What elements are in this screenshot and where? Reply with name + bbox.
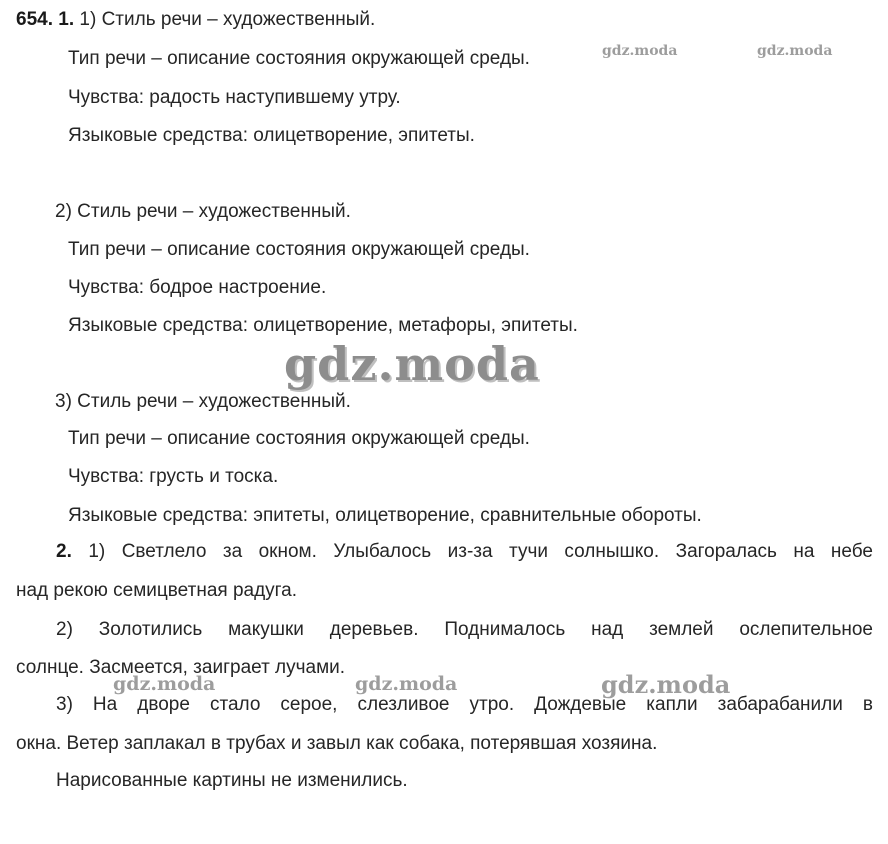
watermark-top-1: gdz.moda xyxy=(602,43,678,59)
part2-p2-line2: солнце. Засмеется, заиграет лучами. xyxy=(16,657,346,678)
item2-means: Языковые средства: олицетворение, метафоры, эпитеты. xyxy=(68,315,578,336)
part2-p2-line1: 2) Золотились макушки деревьев. Поднималось над землей ослепительное xyxy=(56,619,873,640)
watermark-bottom-1: gdz.moda xyxy=(113,673,216,695)
item2-type: Тип речи – описание состояния окружающей среды. xyxy=(68,239,530,260)
part2-p1-line1 xyxy=(16,540,873,564)
task-number: 654. xyxy=(16,9,53,30)
task-heading-line xyxy=(16,8,375,32)
item3-style: 3) Стиль речи – художественный. xyxy=(55,391,351,412)
watermark-top-2: gdz.moda xyxy=(757,43,833,59)
part2-conclusion: Нарисованные картины не изменились. xyxy=(56,770,408,791)
watermark-bottom-2: gdz.moda xyxy=(355,673,458,695)
part2-number: 2. xyxy=(56,541,72,562)
part1-number: 1. xyxy=(58,9,75,30)
item1-type: Тип речи – описание состояния окружающей среды. xyxy=(68,48,530,69)
item2-style: 2) Стиль речи – художественный. xyxy=(55,201,351,222)
part2-p1-line2: над рекою семицветная радуга. xyxy=(16,580,298,601)
item2-feelings: Чувства: бодрое настроение. xyxy=(68,277,327,298)
part2-p3-line1: 3) На дворе стало серое, слезливое утро. Дождевые капли забарабанили в xyxy=(56,694,873,715)
part2-p3-line2: окна. Ветер заплакал в трубах и завыл как собака, потерявшая хозяина. xyxy=(16,733,658,754)
item1-feelings: Чувства: радость наступившему утру. xyxy=(68,87,401,108)
item3-means: Языковые средства: эпитеты, олицетворение, сравнительные обороты. xyxy=(68,505,702,526)
watermark-center: gdz.moda xyxy=(284,337,540,391)
item1-means: Языковые средства: олицетворение, эпитеты. xyxy=(68,125,475,146)
part2-p1-text: 1) Светлело за окном. Улыбалось из-за тучи солнышко. Загоралась на небе xyxy=(88,541,873,562)
item1-style: 1) Стиль речи – художественный. xyxy=(79,9,376,30)
item3-feelings: Чувства: грусть и тоска. xyxy=(68,466,279,487)
item3-type: Тип речи – описание состояния окружающей среды. xyxy=(68,428,530,449)
watermark-bottom-3: gdz.moda xyxy=(601,670,731,699)
